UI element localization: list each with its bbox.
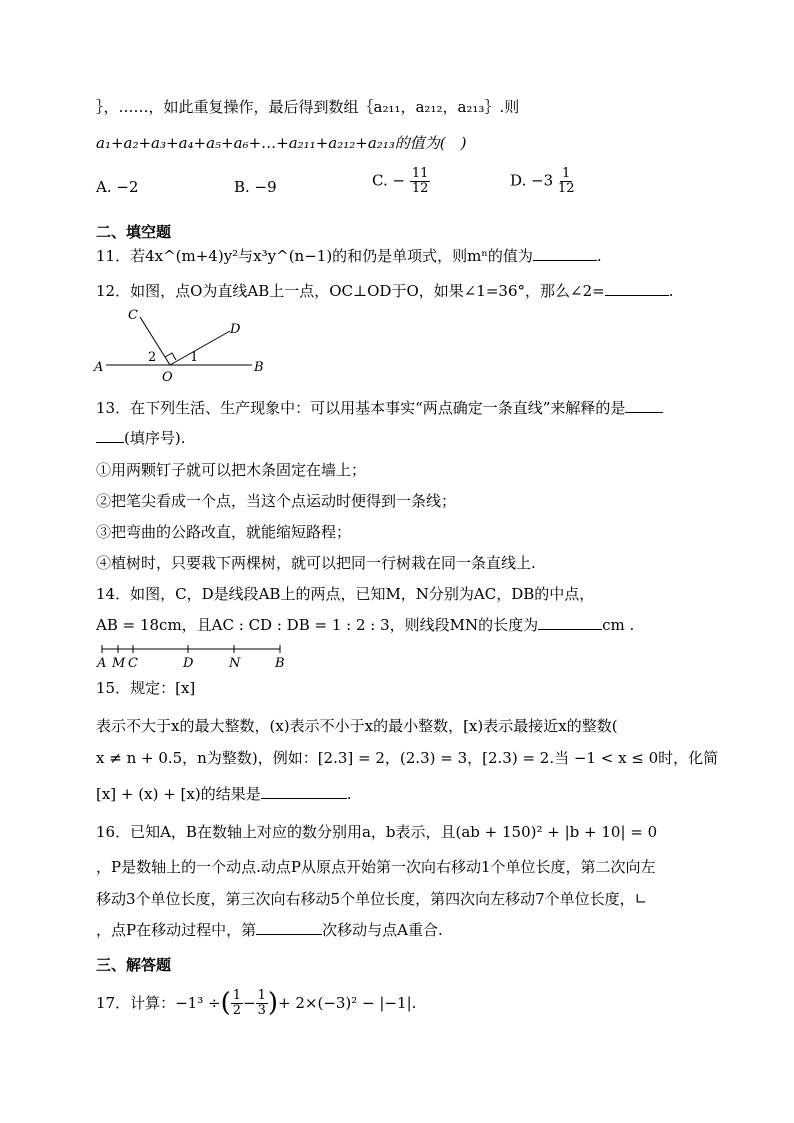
label-angle-1: 1 <box>190 350 199 365</box>
label-b: B <box>254 360 264 375</box>
q13-item-1: ①用两颗钉子就可以把木条固定在墙上； <box>96 461 367 479</box>
q15-line4: [x] + (x) + [x)的结果是 . <box>96 785 352 803</box>
q15-line1: 15．规定：[x] <box>96 679 196 697</box>
frac-numerator: 1 <box>257 987 266 1003</box>
q16-line2: ，P是数轴上的一个动点.动点P从原点开始第一次向右移动1个单位长度，第二次向左 <box>96 858 656 876</box>
label-angle-2: 2 <box>148 350 157 365</box>
answer-blank <box>538 615 602 630</box>
frac-denominator: 12 <box>557 181 575 196</box>
q12-body: 12．如图，点O为直线AB上一点，OC⊥OD于O，如果∠1=36°，那么∠2= <box>96 282 605 300</box>
label-c: C <box>128 308 138 323</box>
answer-blank <box>625 398 663 413</box>
q17-suffix: + 2×(−3)² − |−1|. <box>278 994 417 1012</box>
label-m: M <box>112 656 126 671</box>
answer-blank <box>605 281 669 296</box>
q12-text: 12．如图，点O为直线AB上一点，OC⊥OD于O，如果∠1=36°，那么∠2= . <box>96 282 674 300</box>
q10-option-c <box>372 167 430 196</box>
label-d: D <box>230 322 241 337</box>
q10-option-a: A. −2 <box>96 178 139 196</box>
q13-item-4: ④植树时，只要栽下两棵树，就可以把同一行树栽在同一条直线上. <box>96 554 536 572</box>
q17-prefix: 17．计算：−1³ ÷ <box>96 994 221 1012</box>
q10-option-d <box>510 167 574 196</box>
answer-blank <box>256 920 322 935</box>
q16-line3: 移动3个单位长度，第三次向右移动5个单位长度，第四次向左移动7个单位长度，∟ <box>96 890 648 908</box>
paren-close: ) <box>267 988 279 1018</box>
frac-denominator: 2 <box>232 1002 241 1018</box>
q14-figure <box>96 643 296 671</box>
answer-blank <box>96 428 124 443</box>
q15-line3: x ≠ n + 0.5，n为整数)，例如：[2.3] = 2，(2.3) = 3，[2.3) = 2.当 −1 < x ≤ 0时，化简 <box>96 749 719 767</box>
q17-fraction-2 <box>256 989 268 1018</box>
frac-numerator: 11 <box>411 166 429 181</box>
answer-blank <box>533 246 597 261</box>
q10-line2: a₁+a₂+a₃+a₄+a₅+a₆+…+a₂₁₁+a₂₁₂+a₂₁₃的值为( ) <box>96 134 467 152</box>
q10-option-c-prefix: C. − <box>372 171 406 190</box>
q16-line4 <box>96 920 443 940</box>
section-heading-fill-in: 二、填空题 <box>96 223 172 241</box>
answer-blank <box>261 784 347 799</box>
label-c: C <box>128 656 138 671</box>
q11-text: 11．若4x^(m+4)y²与x³y^(n−1)的和仍是单项式，则mⁿ的值为 . <box>96 247 602 265</box>
q14-line1: 14．如图，C，D是线段AB上的两点，已知M，N分别为AC，DB的中点， <box>96 585 595 603</box>
q12-figure <box>92 305 272 385</box>
ray-od <box>170 331 230 365</box>
label-a: A <box>97 656 107 671</box>
section-heading-solve: 三、解答题 <box>96 956 172 974</box>
q13-line1 <box>96 398 663 418</box>
q16-line1: 16．已知A，B在数轴上对应的数分别用a，b表示，且(ab + 150)² + |b + 10| = 0 <box>96 823 658 841</box>
q13-item-3: ③把弯曲的公路改直，就能缩短路程； <box>96 523 352 541</box>
q10-option-b: B. −9 <box>234 178 277 196</box>
frac-denominator: 3 <box>257 1002 266 1018</box>
paren-open: ( <box>220 988 231 1018</box>
q10-option-c-fraction <box>410 167 431 196</box>
label-o: O <box>162 370 173 385</box>
q10-option-d-fraction <box>558 167 575 196</box>
q14-line2 <box>96 615 634 635</box>
q14-body: AB = 18cm，且AC : CD : DB = 1 : 2 : 3，则线段MN的长度为 <box>96 616 539 634</box>
q16-body: ，点P在移动过程中，第 <box>96 921 257 939</box>
label-d: D <box>183 656 194 671</box>
q13-tail: (填序号). <box>124 429 186 447</box>
q13-body: 13．在下列生活、生产现象中：可以用基本事实“两点确定一条直线”来解释的是 <box>96 399 626 417</box>
minus-sign: − <box>243 994 256 1012</box>
label-a: A <box>94 360 104 375</box>
q10-option-d-prefix: D. −3 <box>510 171 554 190</box>
label-b: B <box>275 656 285 671</box>
q10-line1: ｝，……，如此重复操作，最后得到数组｛a₂₁₁，a₂₁₂，a₂₁₃｝.则 <box>96 98 520 116</box>
q13-line2 <box>96 428 185 448</box>
frac-numerator: 1 <box>232 987 241 1003</box>
q14-unit: cm . <box>602 616 635 634</box>
q16-tail: 次移动与点A重合. <box>322 921 443 939</box>
label-n: N <box>229 656 241 671</box>
q13-item-2: ②把笔尖看成一个点，当这个点运动时便得到一条线； <box>96 492 457 510</box>
q15-line2: 表示不大于x的最大整数，(x)表示不小于x的最小整数，[x)表示最接近x的整数( <box>96 717 618 735</box>
frac-numerator: 1 <box>562 166 571 181</box>
q15-body: [x] + (x) + [x)的结果是 <box>96 785 261 803</box>
q17-fraction-1 <box>231 989 243 1018</box>
frac-denominator: 12 <box>411 181 429 196</box>
q11-body: 11．若4x^(m+4)y²与x³y^(n−1)的和仍是单项式，则mⁿ的值为 <box>96 247 533 265</box>
q17-text <box>96 983 416 1023</box>
